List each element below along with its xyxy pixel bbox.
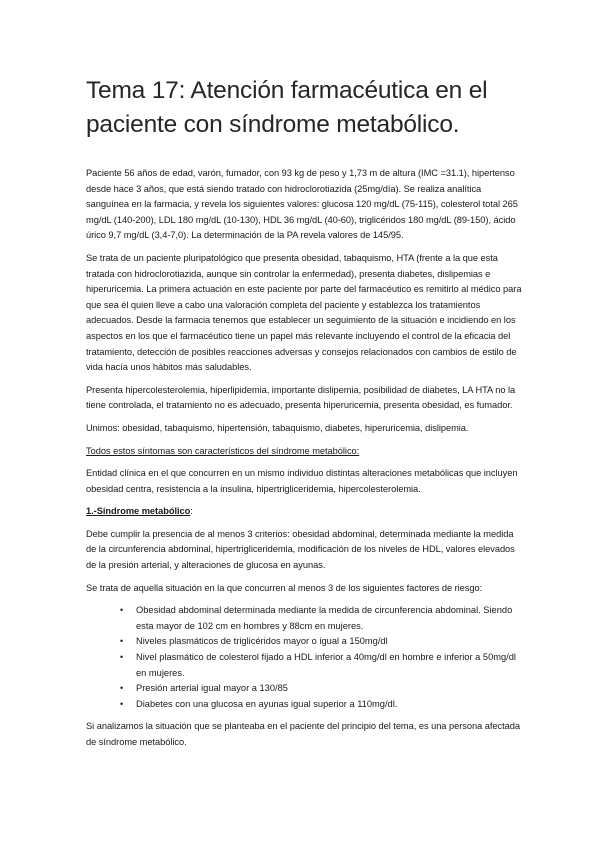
list-item-text: Obesidad abdominal determinada mediante la medida de circunferencia abdominal. Siendo esta mayor de 102 cm en hombres y 88cm en mujeres.: [136, 605, 513, 631]
list-item: [120, 634, 522, 650]
case-paragraph: Paciente 56 años de edad, varón, fumador, con 93 kg de peso y 1,73 m de altura (IMC =31.1), hipertenso desde hace 3 años, que está siendo tratado con hidroclorotiazida (25mg/día). Se realiza analítica sanguínea en la farmacia, y revela los siguientes valores: glucosa 120 mg/dL (75-115), colesterol total 265 mg/dL (140-200), LDL 180 mg/dL (10-130), HDL 36 mg/dL (40-60), triglicéridos 180 mg/dL (89-150), ácido úrico 9,7 mg/dL (3,4-7,0). La determinación de la PA revela valores de 145/95.: [86, 168, 518, 241]
bullet-icon: •: [120, 652, 124, 663]
symptoms-heading: [86, 444, 522, 460]
symptoms-heading-text: Todos estos síntomas son característicos del síndrome metabólico:: [86, 445, 360, 456]
bullet-icon: •: [120, 605, 124, 616]
list-item-text: Niveles plasmáticos de triglicéridos mayor o igual a 150mg/dl: [136, 636, 388, 647]
criteria-paragraph: Debe cumplir la presencia de al menos 3 criterios: obesidad abdominal, determinada mediante la medida de la circunferencia abdominal, hipertrigliceridemia, modificación de los niveles de HDL, valores elevados de la presión arterial, y alteraciones de glucosa en ayunas.: [86, 528, 515, 571]
conclusion-paragraph: Si analizamos la situación que se planteaba en el paciente del principio del tema, es una persona afectada de síndrome metabólico.: [86, 721, 521, 747]
list-item: [120, 697, 522, 713]
definition-paragraph: Entidad clínica en el que concurren en un mismo individuo distintas alteraciones metabólicas que incluyen obesidad centra, resistencia a la insulina, hipertrigliceridemia, hipercolesterolemia.: [86, 468, 518, 494]
list-item: [120, 650, 522, 681]
presents-paragraph: Presenta hipercolesterolemia, hiperlipidemia, importante dislipemia, posibilidad de diabetes, LA HTA no la tiene controlada, el tratamiento no es adecuado, presenta hiperuricemia, presenta obesidad, es fumador.: [86, 384, 516, 411]
list-item-text: Presión arterial igual mayor a 130/85: [136, 683, 288, 694]
risk-factor-list: [86, 603, 522, 712]
list-item: [120, 681, 522, 697]
section-heading: [86, 504, 522, 520]
list-item-text: Nivel plasmático de colesterol fijado a HDL inferior a 40mg/dl en hombre e inferior a 50mg/dl en mujeres.: [136, 652, 516, 678]
section-heading-text: 1.-Síndrome metabólico: [86, 506, 191, 517]
list-item: [120, 603, 522, 634]
page-title: Tema 17: Atención farmacéutica en el paciente con síndrome metabólico.: [86, 77, 488, 138]
bullet-icon: •: [120, 698, 124, 709]
risk-intro-paragraph: Se trata de aquella situación en la que concurren al menos 3 de los siguientes factores de riesgo:: [86, 582, 483, 593]
analysis-paragraph: Se trata de un paciente pluripatológico que presenta obesidad, tabaquismo, HTA (frente a la que esta tratada con hidroclorotiazida, aunque sin controlar la enfermedad), presenta diabetes, dislipemias e hiperuricemia. La primera actuación en este paciente por parte del farmacéutico es remitirlo al médico para que sea él quien lleve a cabo una valoración completa del paciente y establezca los tratamientos adecuados. Desde la farmacia tenemos que establecer un seguimiento de la situación e incidiendo en los aspectos en los que el farmacéutico tiene un papel más relevante incluyendo el control de la eficacia del tratamiento, detección de posibles reacciones adversas y consejos relacionados con cambios de estilo de vida hacía unos hábitos más saludables.: [86, 252, 522, 373]
list-item-text: Diabetes con una glucosa en ayunas igual superior a 110mg/dl.: [136, 698, 398, 709]
section-heading-colon: :: [190, 506, 193, 517]
unite-paragraph: Unimos: obesidad, tabaquismo, hipertensión, tabaquismo, diabetes, hiperuricemia, dislipemia.: [86, 422, 469, 433]
bullet-icon: •: [120, 683, 124, 694]
bullet-icon: •: [120, 636, 124, 647]
